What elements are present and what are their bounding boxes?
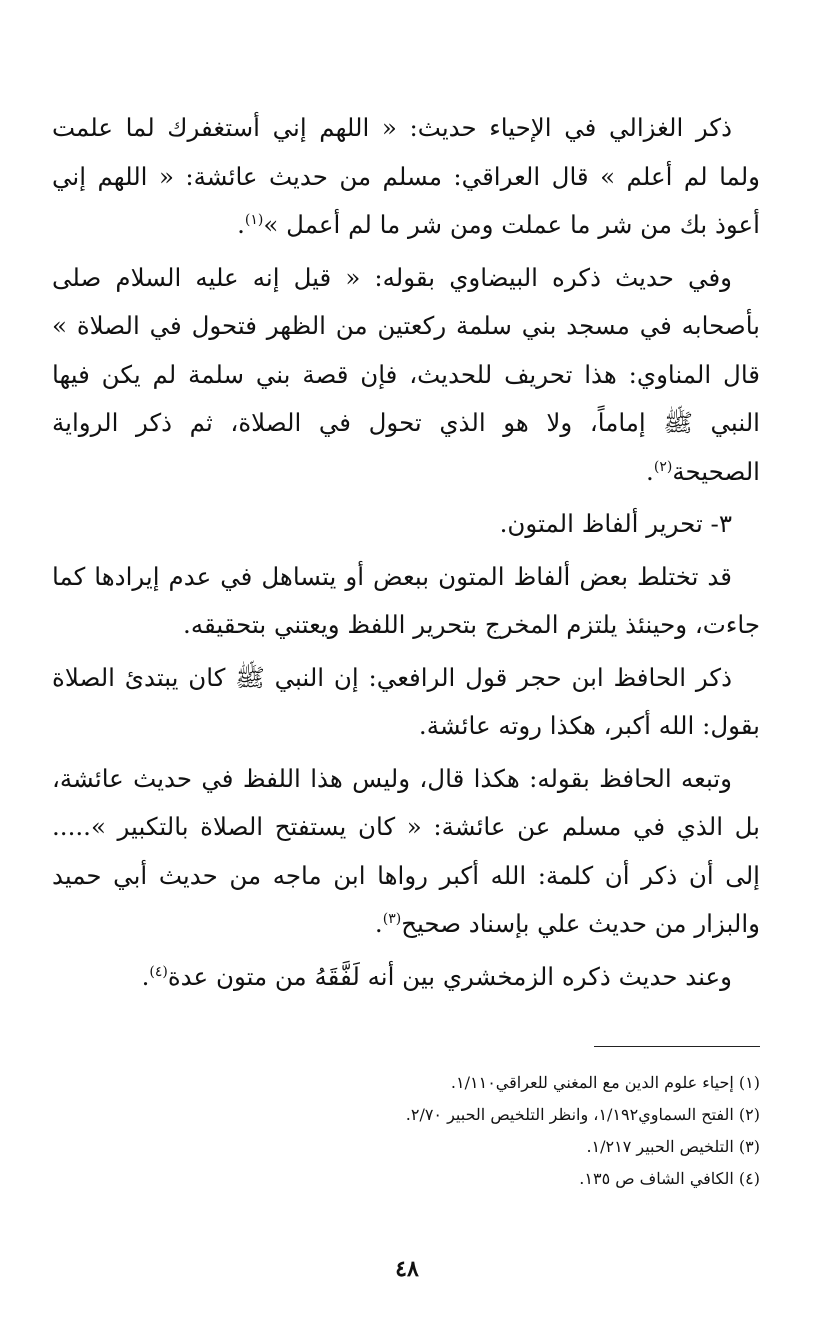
paragraph-text: وفي حديث ذكره البيضاوي بقوله: « قيل إنه عليه السلام صلى بأصحابه في مسجد بني سلمة ركعتين من الظهر فتحول في الصلاة » قال المناوي: هذا تحريف للحديث، فإن قصة بني سلمة لم يكن فيها النبي ﷺ إماماً، ولا هو الذي تحول في الصلاة، ثم ذكر الرواية الصحيحة	[52, 262, 760, 486]
heading-text: ٣- تحرير ألفاظ المتون.	[499, 509, 732, 538]
footnote-divider	[594, 1046, 760, 1047]
paragraph-intro	[52, 553, 760, 650]
footnotes	[52, 1046, 760, 1195]
paragraph-end: .	[646, 456, 654, 486]
paragraph-hafiz	[52, 755, 760, 949]
paragraph-text: ذكر الحافظ ابن حجر قول الرافعي: إن النبي ﷺ كان يبتدئ الصلاة بقول: الله أكبر، هكذا روته عائشة.	[52, 662, 760, 740]
footnote-3: (٣) التلخيص الحبير ١/٢١٧.	[586, 1137, 760, 1156]
footnote-ref: (٤)	[149, 963, 168, 980]
section-heading	[52, 500, 760, 549]
paragraph-ghazali	[52, 104, 760, 250]
paragraph-text: قد تختلط بعض ألفاظ المتون ببعض أو يتساهل في عدم إيرادها كما جاءت، وحينئذ يلتزم المخرج بتحرير اللفظ ويعتني بتحقيقه.	[52, 561, 760, 639]
footnote-ref: (١)	[244, 211, 264, 228]
paragraph-text: وعند حديث ذكره الزمخشري بين أنه لَفَّقَهُ من متون عدة	[167, 961, 732, 991]
paragraph-text: وتبعه الحافظ بقوله: هكذا قال، وليس هذا اللفظ في حديث عائشة، بل الذي في مسلم عن عائشة: « كان يستفتح الصلاة بالتكبير »..... إلى أن ذكر أن كلمة: الله أكبر رواها ابن ماجه من حديث أبي حميد والبزار من حديث علي بإسناد صحيح	[52, 763, 760, 938]
footnote-ref: (٣)	[382, 910, 402, 927]
paragraph-end: .	[141, 961, 150, 991]
paragraph-text: ذكر الغزالي في الإحياء حديث: « اللهم إني أستغفرك لما علمت ولما لم أعلم » قال العراقي: مسلم من حديث عائشة: « اللهم إني أعوذ بك من شر ما عملت ومن شر ما لم أعمل »	[52, 113, 760, 239]
page-number: ٤٨	[395, 1256, 419, 1282]
footnote-4: (٤) الكافي الشاف ص ١٣٥.	[579, 1169, 760, 1188]
paragraph-end: .	[374, 909, 383, 938]
paragraph-ibn-hajar	[52, 654, 760, 751]
main-text	[52, 104, 760, 1005]
footnote-2: (٢) الفتح السماوي١/١٩٢، وانظر التلخيص الحبير ٢/٧٠.	[405, 1105, 760, 1124]
paragraph-zamakhshari	[52, 953, 760, 1002]
paragraph-baydawi	[52, 254, 760, 497]
footnote-ref: (٢)	[653, 458, 673, 475]
paragraph-end: .	[237, 210, 245, 239]
footnote-1: (١) إحياء علوم الدين مع المغني للعراقي١/١١٠.	[450, 1073, 760, 1092]
